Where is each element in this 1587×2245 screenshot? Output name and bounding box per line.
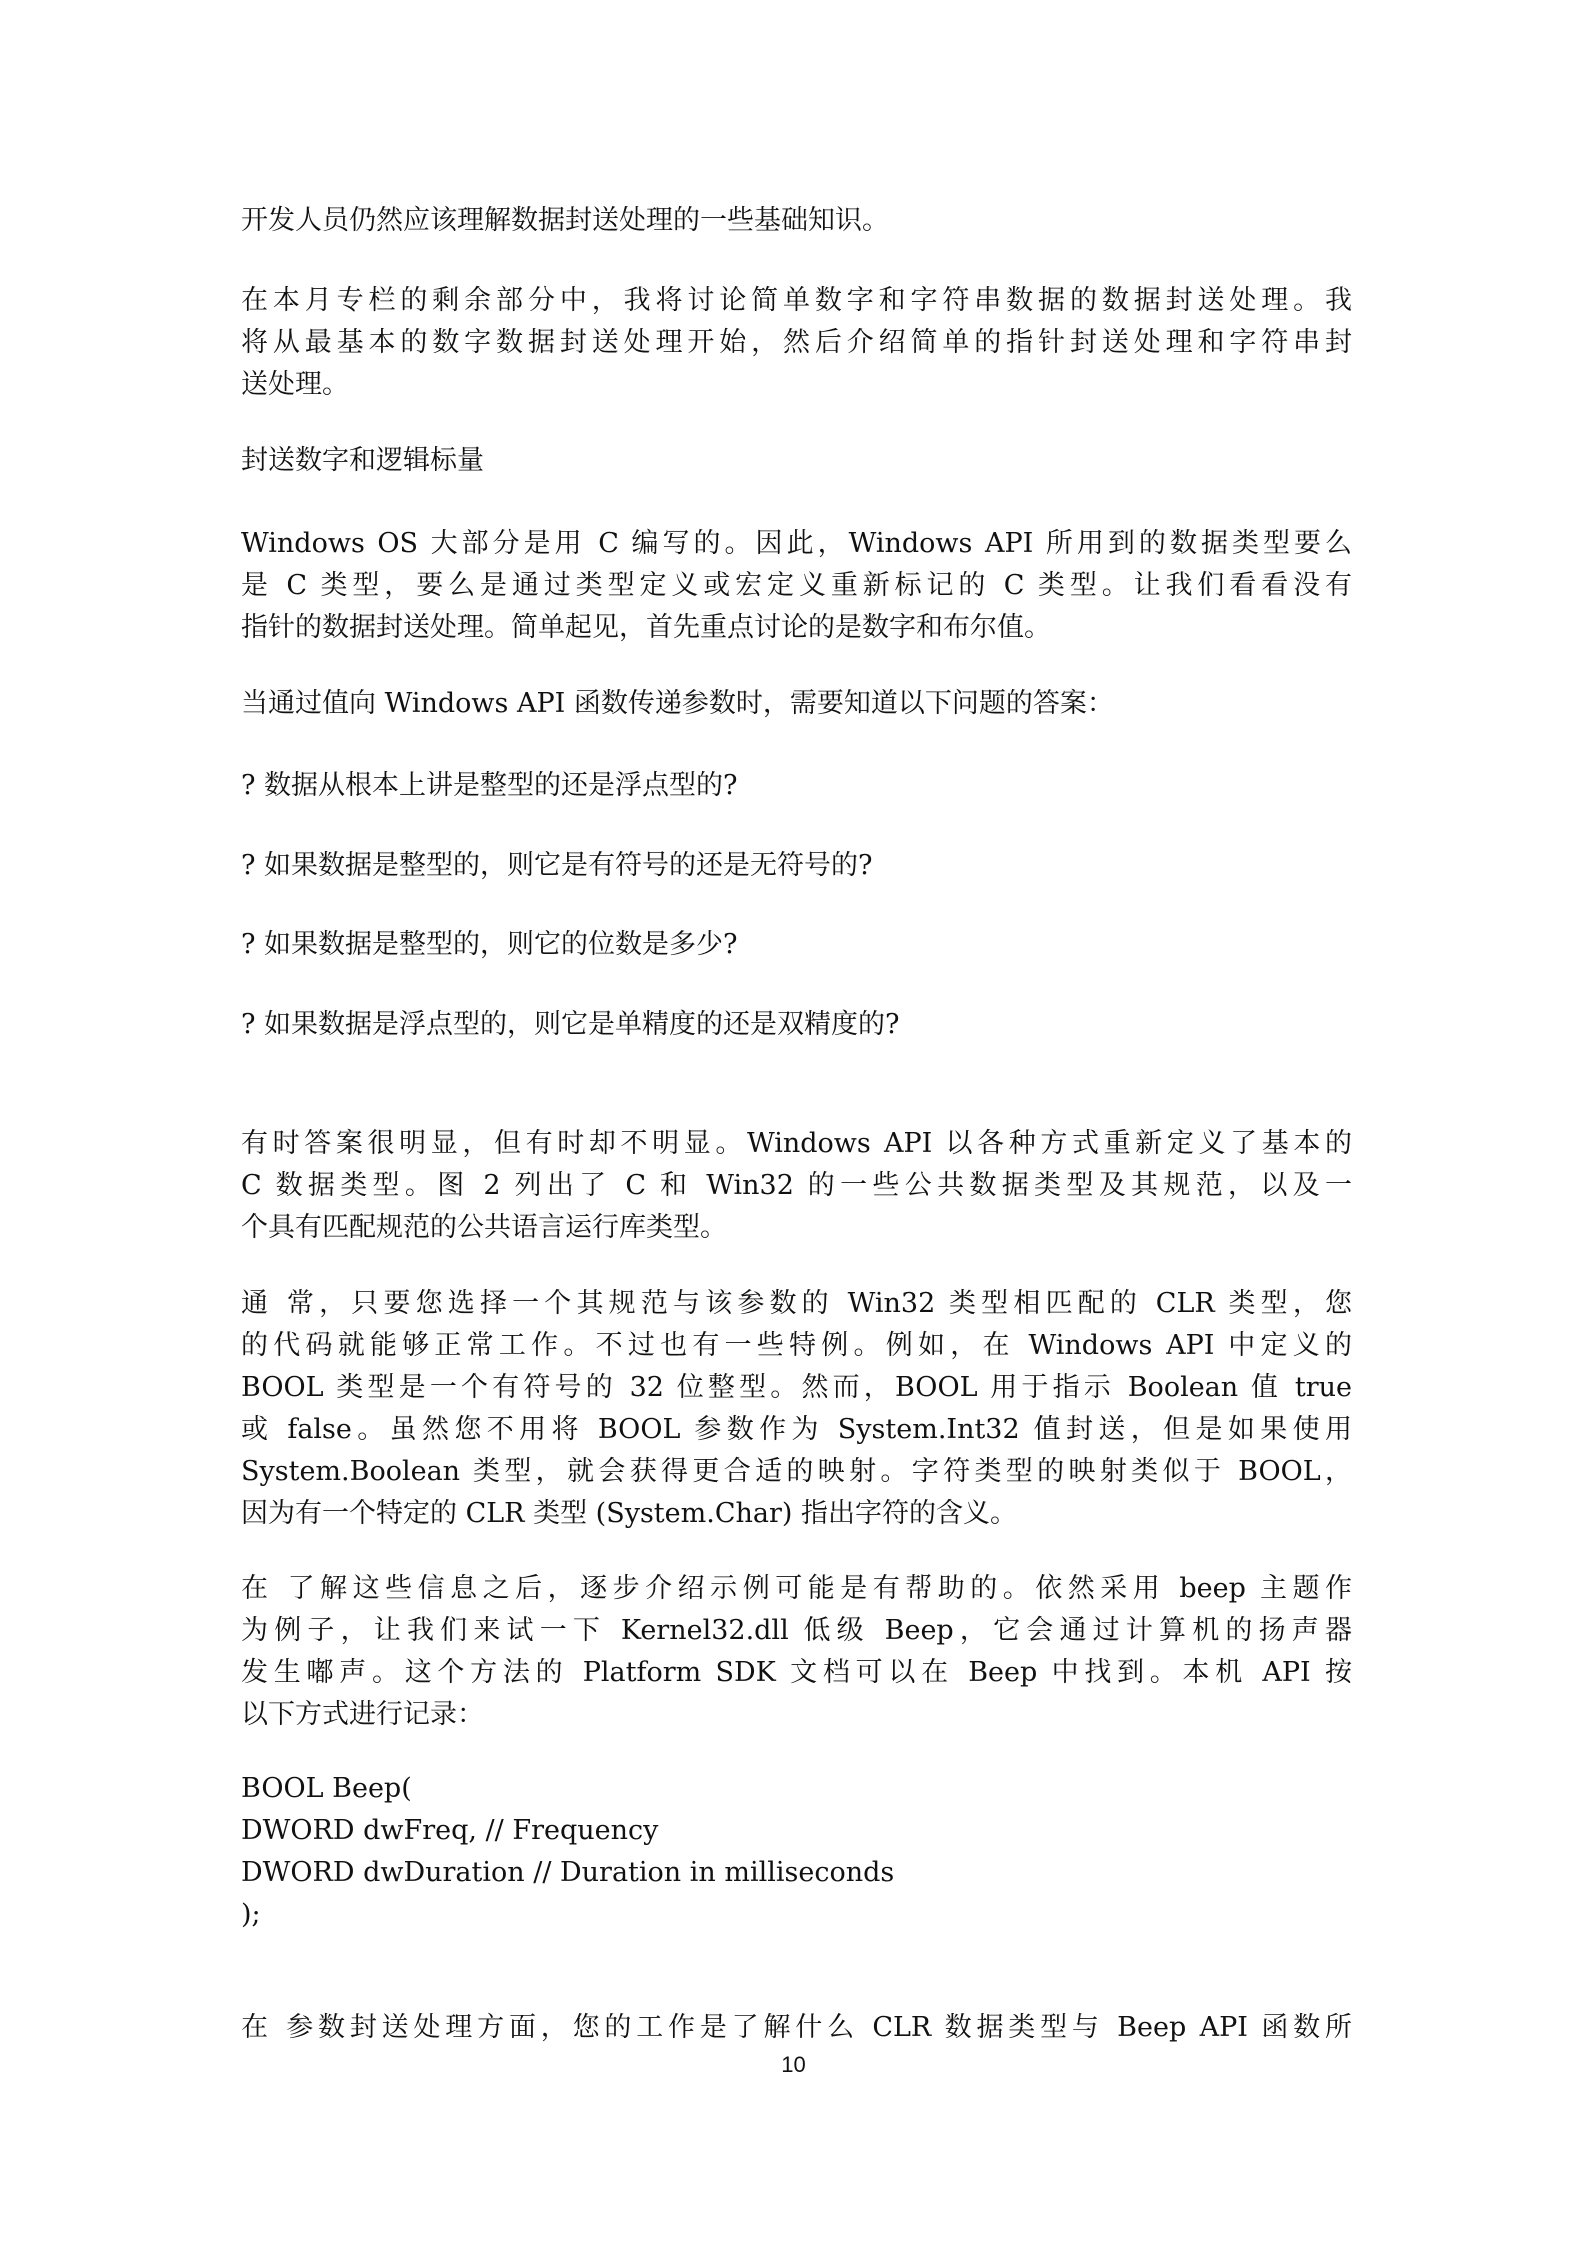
text-line: 以下方式进行记录： (241, 1699, 484, 1730)
question-item (241, 765, 1352, 807)
text-line: C 数据类型。图 2 列出了 C 和 Win32 的一些公共数据类型及其规范，以及一 (241, 1170, 1352, 1201)
text-line: 为例子，让我们来试一下 Kernel32.dll 低级 Beep，它会通过计算机的扬声器 (241, 1615, 1352, 1646)
text-line: 在 参数封送处理方面，您的工作是了解什么 CLR 数据类型与 Beep API 函数所 (241, 2012, 1352, 2043)
text-line: 送处理。 (241, 369, 349, 400)
paragraph-beep-example (241, 1568, 1352, 1736)
text-line: 在 了解这些信息之后，逐步介绍示例可能是有帮助的。依然采用 beep 主题作 (241, 1573, 1352, 1604)
text-line: 指针的数据封送处理。简单起见，首先重点讨论的是数字和布尔值。 (241, 612, 1051, 643)
text-line: 或 false。虽然您不用将 BOOL 参数作为 System.Int32 值封送，但是如果使用 (241, 1414, 1352, 1445)
code-line: DWORD dwFreq, // Frequency (241, 1815, 659, 1846)
text-line: 是 C 类型，要么是通过类型定义或宏定义重新标记的 C 类型。让我们看看没有 (241, 570, 1352, 601)
paragraph-questions-intro (241, 683, 1352, 725)
text-line: 个具有匹配规范的公共语言运行库类型。 (241, 1212, 727, 1243)
text-line: 通 常，只要您选择一个其规范与该参数的 Win32 类型相匹配的 CLR 类型，您 (241, 1288, 1352, 1319)
text-line: 开发人员仍然应该理解数据封送处理的一些基础知识。 (241, 205, 889, 236)
question-item (241, 924, 1352, 966)
text-line: 发生嘟声。这个方法的 Platform SDK 文档可以在 Beep 中找到。本机 API 按 (241, 1657, 1352, 1688)
question-text: ? 如果数据是整型的，则它是有符号的还是无符号的? (241, 850, 873, 881)
text-line: 将从最基本的数字数据封送处理开始，然后介绍简单的指针封送处理和字符串封 (241, 327, 1352, 358)
paragraph-marshaling-task (241, 2007, 1352, 2049)
paragraph-windows-types (241, 523, 1352, 649)
text-line: 在本月专栏的剩余部分中，我将讨论简单数字和字符串数据的数据封送处理。我 (241, 285, 1352, 316)
question-text: ? 数据从根本上讲是整型的还是浮点型的? (241, 770, 738, 801)
text-line: 当通过值向 Windows API 函数传递参数时，需要知道以下问题的答案： (241, 688, 1114, 719)
code-line: BOOL Beep( (241, 1773, 412, 1804)
code-block-beep-signature (241, 1768, 1352, 1936)
paragraph-intro-end (241, 200, 1352, 242)
question-text: ? 如果数据是整型的，则它的位数是多少? (241, 929, 738, 960)
section-heading (241, 440, 1352, 482)
text-line: 的代码就能够正常工作。不过也有一些特例。例如，在 Windows API 中定义的 (241, 1330, 1352, 1361)
code-line: ); (241, 1899, 261, 1930)
paragraph-column-overview (241, 280, 1352, 406)
page-number: 10 (781, 2052, 806, 2077)
question-text: ? 如果数据是浮点型的，则它是单精度的还是双精度的? (241, 1009, 900, 1040)
text-line: Windows OS 大部分是用 C 编写的。因此，Windows API 所用到的数据类型要么 (241, 528, 1352, 559)
text-line: BOOL 类型是一个有符号的 32 位整型。然而，BOOL 用于指示 Boolean 值 true (241, 1372, 1352, 1403)
code-line: DWORD dwDuration // Duration in milliseconds (241, 1857, 895, 1888)
paragraph-clr-mapping (241, 1283, 1352, 1535)
question-item (241, 1004, 1352, 1046)
heading-text: 封送数字和逻辑标量 (241, 445, 484, 476)
text-line: 有时答案很明显，但有时却不明显。Windows API 以各种方式重新定义了基本的 (241, 1128, 1352, 1159)
text-line: 因为有一个特定的 CLR 类型 (System.Char) 指出字符的含义。 (241, 1498, 1017, 1529)
question-item (241, 845, 1352, 887)
text-line: System.Boolean 类型，就会获得更合适的映射。字符类型的映射类似于 BOOL， (241, 1456, 1352, 1487)
paragraph-answers (241, 1123, 1352, 1249)
